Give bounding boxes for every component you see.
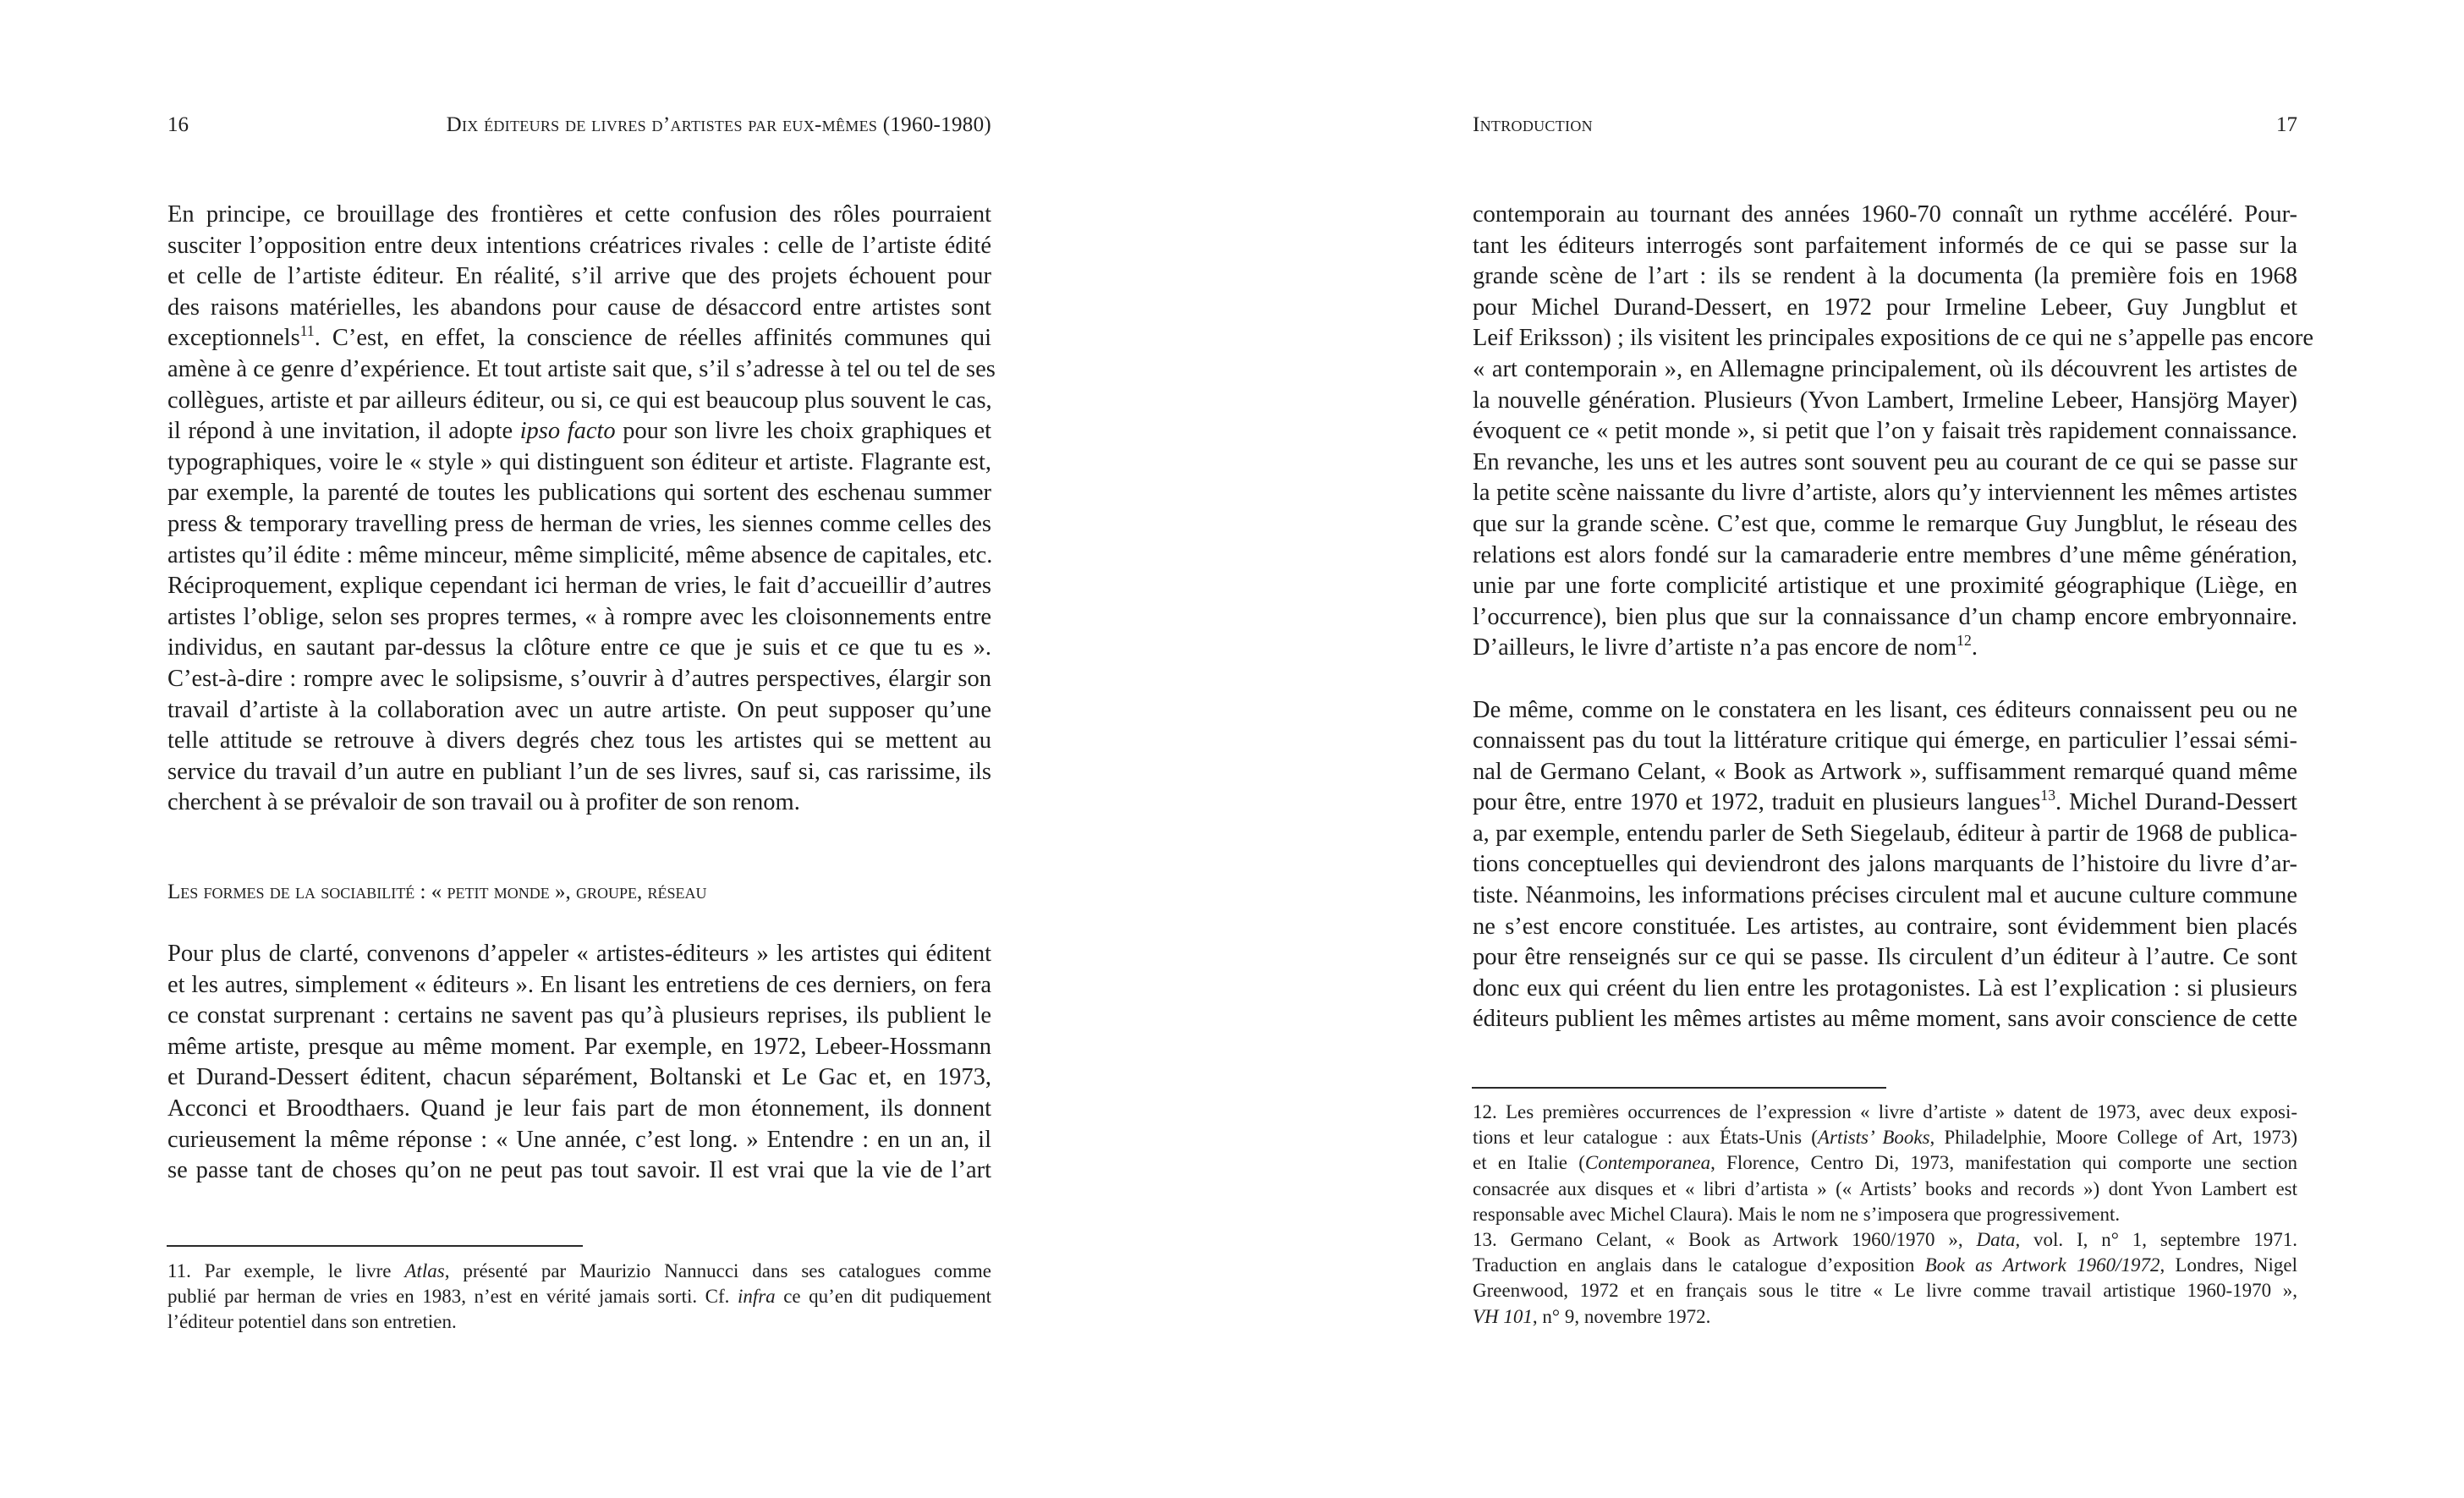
text-line: curieusement la même réponse : « Une année, c’est long. » Entendre : en un an, il xyxy=(167,1126,991,1153)
text-line: typographiques, voire le « style » qui distinguent son éditeur et artiste. Flagrante est, xyxy=(167,448,991,475)
text-run: exceptionnels xyxy=(167,325,300,352)
text-line xyxy=(1473,787,2297,819)
text-line: unie par une forte complicité artistique et une proximité géographique (Liège, en xyxy=(1473,573,2297,600)
text-line: service du travail d’un autre en publiant l’un de ses livres, sauf si, cas rarissime, ils xyxy=(167,758,991,785)
text-line: ne s’est encore constituée. Les artistes, au contraire, sont évidemment bien placés xyxy=(1473,913,2297,940)
text-line: artistes l’oblige, selon ses propres termes, « à rompre avec les cloisonnements entre xyxy=(167,603,991,630)
text-line: C’est-à-dire : rompre avec le solipsisme, s’ouvrir à d’autres perspectives, élargir son xyxy=(167,665,991,692)
text-line xyxy=(167,323,991,354)
footnote-line: 12. Les premières occurrences de l’expression « livre d’artiste » datent de 1973, avec deux exposi- xyxy=(1473,1101,2297,1122)
body-paragraph xyxy=(167,200,996,819)
text-line: donc eux qui créent du lien entre les protagonistes. Là est l’explication : si plusieurs xyxy=(1473,974,2297,1001)
text-run: . Michel Durand-Dessert xyxy=(2055,789,2297,816)
text-line: la nouvelle génération. Plusieurs (Yvon Lambert, Irmeline Lebeer, Hansjörg Mayer) xyxy=(1473,387,2297,414)
text-line: pour Michel Durand-Dessert, en 1972 pour Irmeline Lebeer, Guy Jungblut et xyxy=(1473,294,2297,321)
footnote-line: Greenwood, 1972 et en français sous le titre « Le livre comme travail artistique 1960-1970 », xyxy=(1473,1280,2297,1302)
running-head: Dix éditeurs de livres d’artistes par eux-mêmes (1960-1980) xyxy=(446,113,991,136)
body-paragraph xyxy=(1473,200,2314,1035)
running-head: Introduction xyxy=(1473,113,1593,136)
footnote-line: consacrée aux disques et « libri d’artista » (« Artists’ books and records ») dont Yvon Lambert est xyxy=(1473,1177,2297,1199)
text-line: Pour plus de clarté, convenons d’appeler « artistes-éditeurs » les artistes qui éditent xyxy=(167,941,991,967)
text-line: telle attitude se retrouve à divers degrés chez tous les artistes qui se mettent au xyxy=(167,727,991,754)
text-line: et Durand-Dessert éditent, chacun séparément, Boltanski et Le Gac et, en 1973, xyxy=(167,1064,991,1091)
text-run: et en Italie ( xyxy=(1473,1152,1585,1174)
italic-title: Book as Artwork 1960/1972 xyxy=(1924,1254,2160,1276)
text-run: , Londres, Nigel xyxy=(2159,1254,2297,1276)
text-line: la petite scène naissante du livre d’artiste, alors qu’y interviennent les mêmes artistes xyxy=(1473,480,2297,507)
footnote-line: l’éditeur potentiel dans son entretien. xyxy=(167,1311,457,1333)
text-run: . C’est, en effet, la conscience de réelles affinités communes qui xyxy=(314,325,991,352)
italic-title: Atlas xyxy=(404,1260,445,1281)
text-run: tions et leur catalogue : aux États-Unis ( xyxy=(1473,1127,1818,1149)
text-line: même artiste, presque au même moment. Par exemple, en 1972, Lebeer-Hossmann xyxy=(167,1033,991,1060)
text-run: 13. Germano Celant, « Book as Artwork 1960/1970 », xyxy=(1473,1229,1977,1250)
text-line: pour être renseignés sur ce qui se passe. Ils circulent d’un éditeur à l’autre. Ce sont xyxy=(1473,944,2297,971)
italic-title: VH 101 xyxy=(1473,1305,1533,1327)
text-run: 11. Par exemple, le livre xyxy=(167,1260,405,1281)
text-run: Traduction en anglais dans le catalogue d’exposition xyxy=(1473,1254,1925,1276)
footnote-13 xyxy=(1473,1227,2297,1330)
italic-term: infra xyxy=(737,1286,776,1308)
footnote-line xyxy=(167,1259,991,1284)
text-line: des raisons matérielles, les abandons pour cause de désaccord entre artistes sont xyxy=(167,294,991,321)
italic-term: ipso facto xyxy=(519,418,616,445)
text-run: publié par herman de vries en 1983, n’est en vérité jamais sorti. Cf. xyxy=(167,1286,738,1308)
text-run: pour son livre les choix graphiques et xyxy=(615,418,992,445)
text-line: press & temporary travelling press de herman de vries, les siennes comme celles des xyxy=(167,510,991,537)
text-run: ce qu’en dit pudiquement xyxy=(775,1286,991,1308)
text-line: « art contemporain », en Allemagne principalement, où ils découvrent les artistes de xyxy=(1473,355,2297,382)
footnote-line xyxy=(167,1284,991,1309)
text-run: , vol. I, n° 1, septembre 1971. xyxy=(2015,1229,2297,1250)
text-line: connaissent pas du tout la littérature critique qui émerge, en particulier l’essai sémi- xyxy=(1473,727,2297,754)
text-line: Acconci et Broodthaers. Quand je leur fais part de mon étonnement, ils donnent xyxy=(167,1095,991,1122)
text-run: , présenté par Maurizio Nannucci dans ses catalogues comme xyxy=(444,1260,991,1281)
text-line: En revanche, les uns et les autres sont souvent peu au courant de ce qui se passe sur xyxy=(1473,448,2297,475)
page-number: 16 xyxy=(167,113,189,136)
text-line: relations est alors fondé sur la camaraderie entre membres d’une même génération, xyxy=(1473,541,2297,568)
section-heading: Les formes de la sociabilité : « petit monde », groupe, réseau xyxy=(167,881,707,903)
text-line: et celle de l’artiste éditeur. En réalité, s’il arrive que des projets échouent pour xyxy=(167,263,991,290)
text-line: En principe, ce brouillage des frontières et cette confusion des rôles pourraient xyxy=(167,201,991,228)
footnote-ref[interactable]: 13 xyxy=(2040,787,2056,804)
text-run: , Florence, Centro Di, 1973, manifestation qui comporte une section xyxy=(1710,1152,2297,1174)
text-line: De même, comme on le constatera en les lisant, ces éditeurs connaissent peu ou ne xyxy=(1473,696,2297,723)
italic-title: Data xyxy=(1976,1229,2016,1250)
text-line: collègues, artiste et par ailleurs éditeur, ou si, ce qui est beaucoup plus souvent le cas, xyxy=(167,387,992,414)
text-line xyxy=(167,416,991,447)
text-run: , n° 9, novembre 1972. xyxy=(1532,1305,1711,1327)
text-line: Leif Eriksson) ; ils visitent les principales expositions de ce qui ne s’appelle pas encore xyxy=(1473,325,2314,352)
text-run: D’ailleurs, le livre d’artiste n’a pas encore de nom xyxy=(1473,634,1957,661)
footnote-line xyxy=(1473,1253,2297,1278)
text-line: éditeurs publient les mêmes artistes au même moment, sans avoir conscience de cette xyxy=(1473,1006,2297,1033)
footnote-line: responsable avec Michel Claura). Mais le nom ne s’imposera que progressivement. xyxy=(1473,1203,2121,1225)
footnote-ref[interactable]: 11 xyxy=(299,322,315,340)
footnote-ref[interactable]: 12 xyxy=(1956,632,1972,650)
footnote-line xyxy=(1473,1227,2297,1253)
text-line: amène à ce genre d’expérience. Et tout artiste sait que, s’il s’adresse à tel ou tel de ses xyxy=(167,355,996,382)
text-line: susciter l’opposition entre deux intentions créatrices rivales : celle de l’artiste édité xyxy=(167,232,991,259)
text-line: évoquent ce « petit monde », si petit que l’on y faisait très rapidement connaissance. xyxy=(1473,418,2297,445)
text-run: , Philadelphie, Moore College of Art, 1973) xyxy=(1929,1127,2298,1149)
text-run: . xyxy=(1971,634,1978,661)
text-line: cherchent à se prévaloir de son travail ou à profiter de son renom. xyxy=(167,789,800,816)
text-line: se passe tant de choses qu’on ne peut pas tout savoir. Il est vrai que la vie de l’art xyxy=(167,1157,991,1184)
text-line: contemporain au tournant des années 1960-70 connaît un rythme accéléré. Pour- xyxy=(1473,201,2297,228)
text-line: et les autres, simplement « éditeurs ». En lisant les entretiens de ces derniers, on fera xyxy=(167,971,991,998)
footnote-rule xyxy=(167,1245,583,1247)
text-line: par exemple, la parenté de toutes les publications qui sortent des eschenau summer xyxy=(167,480,991,507)
italic-title: Artists’ Books xyxy=(1817,1127,1930,1149)
text-line: individus, en sautant par-dessus la clôture entre ce que je suis et ce que tu es ». xyxy=(167,634,991,661)
italic-title: Contemporanea xyxy=(1584,1152,1711,1174)
text-line: grande scène de l’art : ils se rendent à la documenta (la première fois en 1968 xyxy=(1473,263,2297,290)
text-line: l’occurrence), bien plus que sur la connaissance d’un champ encore embryonnaire. xyxy=(1473,603,2297,630)
text-line: que sur la grande scène. C’est que, comme le remarque Guy Jungblut, le réseau des xyxy=(1473,510,2297,537)
body-paragraph xyxy=(167,939,991,1187)
text-line: Réciproquement, explique cependant ici herman de vries, le fait d’accueillir d’autres xyxy=(167,573,991,600)
text-line: a, par exemple, entendu parler de Seth Siegelaub, éditeur à partir de 1968 de publica- xyxy=(1473,820,2297,847)
footnote-rule xyxy=(1472,1087,1886,1089)
text-line: ce constat surprenant : certains ne savent pas qu’à plusieurs reprises, ils publient le xyxy=(167,1002,991,1029)
page-number: 17 xyxy=(2276,113,2297,136)
text-run: il répond à une invitation, il adopte xyxy=(167,418,513,445)
text-line: tiste. Néanmoins, les informations précises circulent mal et aucune culture commune xyxy=(1473,882,2297,909)
text-line: tions conceptuelles qui deviendront des jalons marquants de l’histoire du livre d’ar- xyxy=(1473,851,2297,878)
text-line: travail d’artiste à la collaboration avec un autre artiste. On peut supposer qu’une xyxy=(167,696,991,723)
paragraph-gap xyxy=(1473,664,2297,695)
text-line: nal de Germano Celant, « Book as Artwork », suffisamment remarqué quand même xyxy=(1473,758,2297,785)
footnote-line xyxy=(1473,1150,2297,1176)
text-run: pour être, entre 1970 et 1972, traduit en plusieurs langues xyxy=(1473,789,2041,816)
footnote-line xyxy=(1473,1304,2297,1330)
text-line: tant les éditeurs interrogés sont parfaitement informés de ce qui se passe sur la xyxy=(1473,232,2297,259)
text-line xyxy=(1473,633,2297,664)
footnote-11 xyxy=(167,1259,991,1336)
footnote-12 xyxy=(1473,1100,2297,1227)
footnote-line xyxy=(1473,1125,2297,1150)
text-line: artistes qu’il édite : même minceur, même simplicité, même absence de capitales, etc. xyxy=(167,541,993,568)
right-page xyxy=(1232,0,2464,1498)
